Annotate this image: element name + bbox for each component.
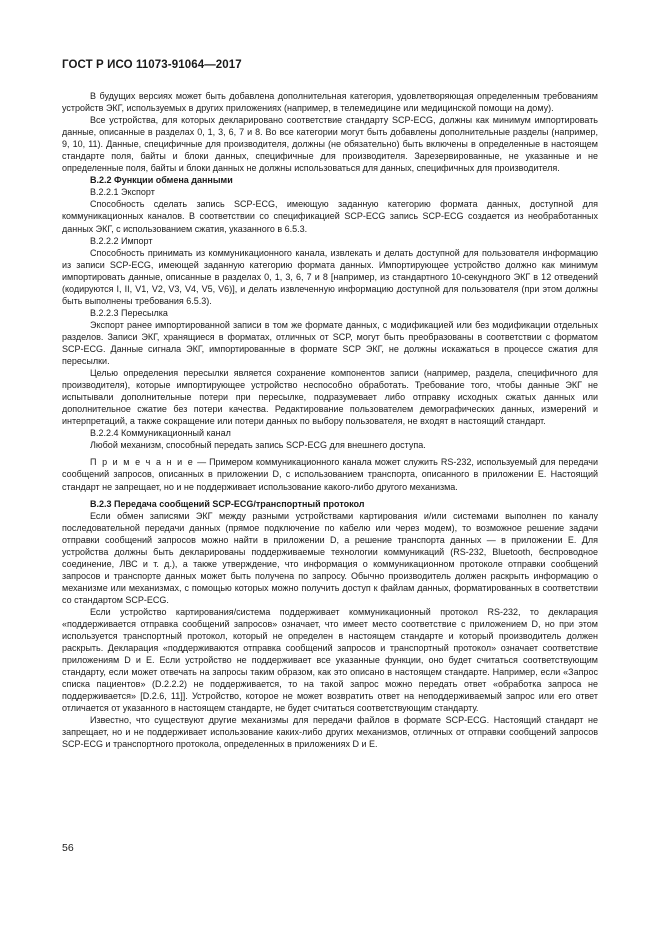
standard-title: ГОСТ Р ИСО 11073-91064—2017	[62, 59, 242, 71]
subsection-heading-b222: B.2.2.2 Импорт	[90, 235, 153, 246]
paragraph: Любой механизм, способный передать запись SCP-ECG для внешнего доступа.	[90, 440, 426, 451]
note-label: П р и м е ч а н и е	[90, 457, 195, 468]
subsection-heading-b221: B.2.2.1 Экспорт	[90, 187, 155, 198]
paragraph: Целью определения пересылки является сохранение компонентов записи (например, раздела, специфичного для производителя), которые импортирующее устройство неспособно обработать. Требование того, чтобы данные ЭКГ не испытывали дополнительные потери при пересылке, подразумевает либо отправку исходных сжатых данных или дополнительное сжатие без потери качества. Редактирование пользователем демографических данных, измерений и интерпретаций, а также сокращение или потери данных по выбору пользователя, не входят в настоящий стандарт.	[62, 368, 598, 427]
paragraph: Если устройство картирования/система поддерживает коммуникационный протокол RS-232, то декларация «поддерживается отправка сообщений запросов» означает, что имеет место соответствие с приложением D, но при этом используется транспортный протокол, который не определен в настоящем стандарте и который производитель должен раскрыть. Декларация «поддерживаются отправка сообщений запросов и транспортный протокол» означает соответствие приложениям D и E. Если устройство не поддерживает все указанные функции, оно будет считаться соответствующим стандарту, если может отвечать на запросы таким образом, как это описано в настоящем стандарте. Например, если «Запрос списка пациентов» (D.2.2.2) не поддерживается, то на такой запрос можно передать ответ «обработка запроса не поддерживается» [D.2.6, 11]]. Устройство, которое не может возвратить ответ на неподдерживаемый запрос или его ответ отличается от указанного в настоящем стандарте, не будет считаться соответствующим стандарту.	[62, 606, 598, 714]
paragraph: Экспорт ранее импортированной записи в том же формате данных, с модификацией или без модификации отдельных разделов. Записи ЭКГ, хранящиеся в форматах, отличных от SCP, могут быть преобразованы в соответствии с форматом SCP-ECG. Данные сигнала ЭКГ, импортированные в формате SCP ЭКГ, не должны искажаться в процессе сжатия для пересылки.	[62, 319, 598, 367]
paragraph: Все устройства, для которых декларировано соответствие стандарту SCP-ECG, должны как минимум импортировать данные, описанные в разделах 0, 1, 3, 6, 7 и 8. Во все категории могут быть добавлены дополнительные разделы (например, 9, 10, 11). Данные, специфичные для производителя, должны (не обязательно) быть включены в определенные в настоящем стандарте поля, байты и блоки данных, специфичные для производителя. Зарезервированные, не указанные и не определенные поля, байты и блоки данных не должны использоваться для данных, специфичных для производителя.	[62, 115, 598, 174]
section-heading-b23: B.2.3 Передача сообщений SCP-ECG/транспортный протокол	[90, 498, 365, 509]
subsection-heading-b223: B.2.2.3 Пересылка	[90, 307, 168, 318]
note-text: — Примером коммуникационного канала может служить RS-232, используемый для передачи сообщений запросов, описанных в приложении D, с использованием транспорта, описанного в приложении E. Настоящий стандарт не запрещает, но и не поддерживает использование какого-либо другого механизма.	[62, 457, 598, 492]
paragraph: Если обмен записями ЭКГ между разными устройствами картирования и/или системами выполнен по каналу последовательной передачи данных (прямое подключение по кабелю или через модем), то возможное решение задачи отправки сообщений запросов можно найти в приложении D, а решение транспорта данных — в приложении E. Для устройства должны быть декларированы поддерживаемые технологии коммуникаций (RS-232, Bluetooth, беспроводное соединение, ЛВС и т. д.), а также утверждение, что информация о коммуникационном протоколе отправки сообщений запросов и транспорте данных может быть получена по запросу. Обычно производитель должен раскрыть информацию о механизме или механизмах, с помощью которых можно получить доступ к файлам данных, форматированных в соответствии со стандартом SCP-ECG.	[62, 510, 598, 605]
page-number: 56	[62, 842, 74, 854]
subsection-heading-b224: B.2.2.4 Коммуникационный канал	[90, 428, 231, 439]
note	[62, 456, 598, 492]
paragraph: Способность принимать из коммуникационного канала, извлекать и делать доступной для пользователя информацию из записи SCP-ECG, имеющей заданную категорию формата данных. Импортирующее устройство должно как минимум импортировать данные, описанные в разделах 0, 1, 3, 6, 7 и 8 [например, из стандартного 10-секундного ЭКГ в 12 отведений (кодируются I, II, V1, V2, V3, V4, V5, V6)], и делать извлеченную информацию доступной для пользователя (при этом должны быть выполнены требования 6.5.3).	[62, 247, 598, 306]
paragraph: Известно, что существуют другие механизмы для передачи файлов в формате SCP-ECG. Настоящий стандарт не запрещает, но и не поддерживает использование каких-либо других механизмов, отличных от отправки сообщений запросов SCP-ECG и транспортного протокола, определенных в приложениях D и E.	[62, 715, 598, 750]
document-body	[62, 90, 598, 751]
paragraph: В будущих версиях может быть добавлена дополнительная категория, удовлетворяющая определенным требованиям устройств ЭКГ, используемых в других приложениях (например, в телемедицине или медицинской помощи на дому).	[62, 91, 598, 114]
paragraph: Способность сделать запись SCP-ECG, имеющую заданную категорию формата данных, доступной для коммуникационных каналов. В соответствии со спецификацией SCP-ECG запись SCP-ECG создается из необработанных данных ЭКГ, с использованием сжатия, указанного в 6.5.3.	[62, 199, 598, 234]
section-heading-b22: B.2.2 Функции обмена данными	[90, 175, 233, 186]
